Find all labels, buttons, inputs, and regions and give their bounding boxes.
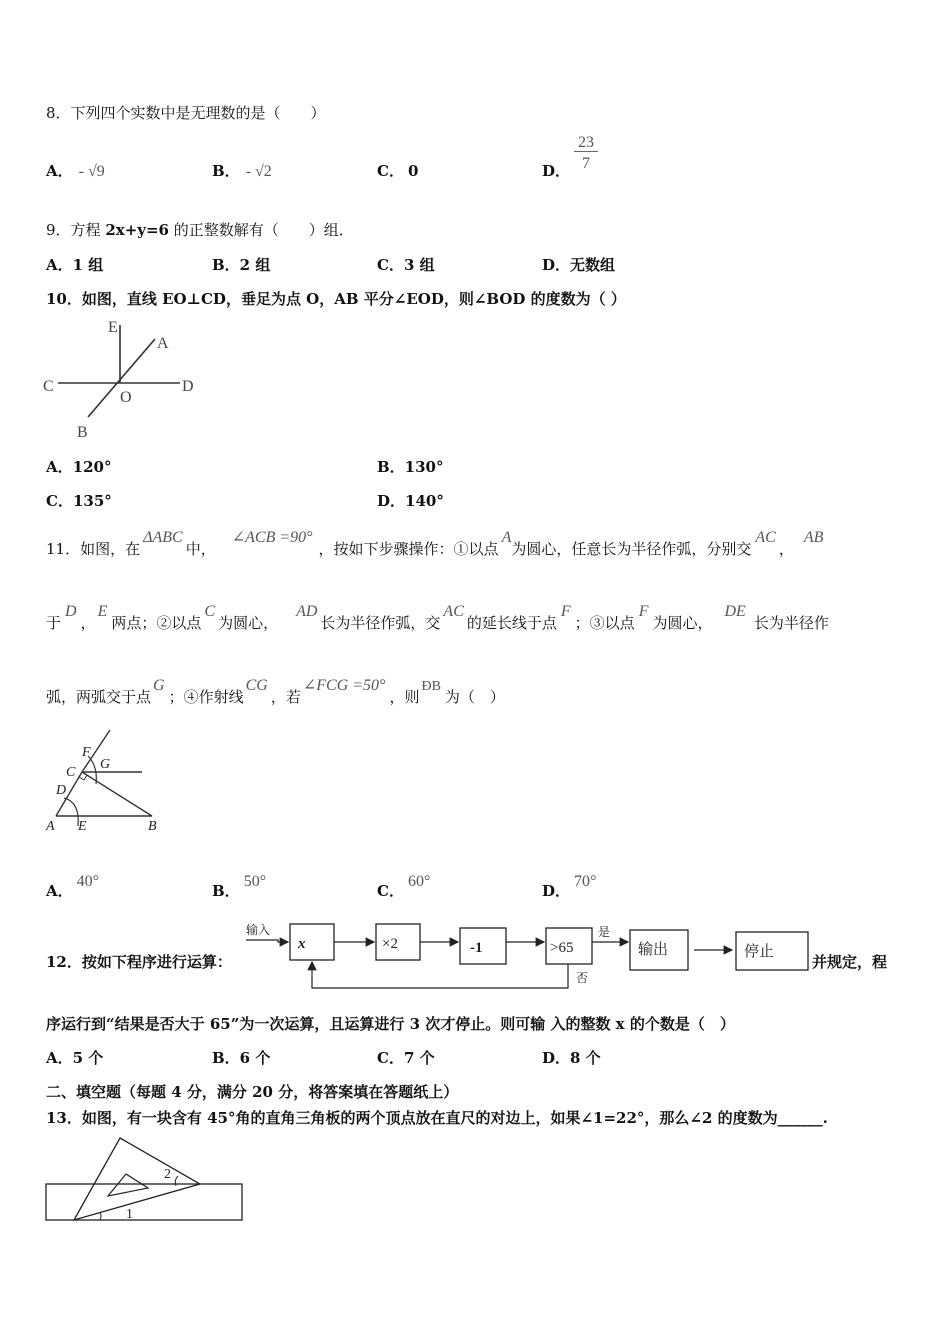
q11-label-f: F xyxy=(82,745,91,760)
q8-stem: 8．下列四个实数中是无理数的是（ ） xyxy=(46,104,326,122)
q11-text: ；④作射线 xyxy=(168,688,244,706)
q12-flow-box-minus1 xyxy=(460,928,506,964)
q11-math-ac: AC xyxy=(443,603,464,620)
q11-option-c-label: C． xyxy=(377,882,404,900)
q12-flow-output: 输出 xyxy=(638,940,669,958)
q9-equation: 2x+y=6 xyxy=(105,221,169,239)
q10-label-c: C xyxy=(43,378,54,395)
q11-text: 的延长线于点 xyxy=(466,614,557,632)
q11-option-c xyxy=(377,870,431,900)
q11-math-angle-b: ÐB xyxy=(421,679,441,694)
q11-label-e: E xyxy=(78,819,87,834)
q9-option-a: A．1 组 xyxy=(46,256,104,274)
q11-line-1 xyxy=(46,526,824,558)
q12-stem-line-2: 序运行到“结果是否大于 65”为一次运算，且运算进行 3 次才停止。则可输 入的整数 x 的个数是（ ） xyxy=(46,1015,735,1033)
q11-option-b xyxy=(212,870,267,900)
q12-stem: 12．按如下程序进行运算： xyxy=(46,953,232,971)
q8-option-a-value: - √9 xyxy=(78,163,105,180)
q9-stem-pre: 9．方程 xyxy=(46,221,106,239)
q11-label-a: A xyxy=(46,819,55,834)
q11-text: ， xyxy=(778,540,794,558)
q13-stem: 13．如图，有一块含有 45°角的直角三角板的两个顶点放在直尺的对边上，如果∠1=22°，那么∠2 的度数为______. xyxy=(46,1109,828,1127)
q13-label-2: 2 xyxy=(164,1167,171,1182)
q11-text: 为圆心， xyxy=(652,614,713,632)
q12-option-c: C．7 个 xyxy=(377,1049,435,1067)
q11-option-d-value: 70° xyxy=(574,873,597,890)
q8-option-c-value: 0 xyxy=(407,162,419,180)
q11-text: 长为半径作弧，交 xyxy=(320,614,441,632)
q11-math-e: E xyxy=(97,603,108,620)
q12-flow-gt65: >65 xyxy=(550,940,574,956)
q11-label-g: G xyxy=(100,757,111,772)
q8-option-a-label: A． xyxy=(46,162,73,180)
q12-flow-input-arrow xyxy=(246,940,288,942)
q12-flow-stop: 停止 xyxy=(744,942,775,960)
q11-option-b-value: 50° xyxy=(243,873,267,890)
q8-option-b-value: - √2 xyxy=(245,163,272,180)
q11-option-b-label: B． xyxy=(212,882,240,900)
q11-option-d-label: D． xyxy=(542,882,571,900)
q8-option-b xyxy=(212,160,272,181)
q11-math-ac: AC xyxy=(755,529,776,546)
q12-flow-x: x xyxy=(298,936,306,952)
q11-text: ，若 xyxy=(270,688,301,706)
q11-option-d xyxy=(542,870,597,900)
q10-label-a: A xyxy=(157,335,169,352)
q11-math-f: F xyxy=(560,603,571,620)
q11-math-g: G xyxy=(153,677,165,694)
q12-flow-loop xyxy=(312,962,568,988)
q11-option-a-label: A． xyxy=(46,882,73,900)
q11-line-2 xyxy=(46,600,829,632)
q10-option-d: D．140° xyxy=(377,492,444,510)
q11-math-de: DE xyxy=(724,603,746,620)
q10-label-d: D xyxy=(182,378,194,395)
q11-math-triangle: ΔABC xyxy=(143,529,183,546)
q11-math-ab: AB xyxy=(803,529,824,546)
section-2-heading: 二、填空题（每题 4 分，满分 20 分，将答案填在答题纸上） xyxy=(46,1083,459,1101)
q10-label-e: E xyxy=(108,319,118,336)
q8-option-d-fraction xyxy=(574,134,598,172)
q11-text: 为圆心， xyxy=(218,614,279,632)
q11-math-d: D xyxy=(65,603,77,620)
q11-option-c-value: 60° xyxy=(407,873,431,890)
q10-label-b: B xyxy=(77,424,88,441)
q11-text: 两点；②以点 xyxy=(111,614,202,632)
q12-flow-box-x xyxy=(290,924,334,960)
q11-text: 于 xyxy=(46,614,62,632)
q11-text: 中， xyxy=(185,540,216,558)
q10-option-a: A．120° xyxy=(46,458,112,476)
q8-option-c xyxy=(377,160,418,181)
q12-flowchart xyxy=(242,918,812,994)
q11-math-angle-acb: ∠ACB =90° xyxy=(231,529,313,546)
q11-text: ；③以点 xyxy=(574,614,635,632)
q11-side-cb xyxy=(82,772,152,816)
q11-text: 长为半径作 xyxy=(753,614,829,632)
q11-text: 为（ ） xyxy=(444,688,505,706)
q11-math-angle-fcg: ∠FCG =50° xyxy=(302,677,386,694)
q11-math-cg: CG xyxy=(245,677,268,694)
q11-text: ，按如下步骤操作：①以点 xyxy=(318,540,499,558)
q13-label-1: 1 xyxy=(126,1207,133,1222)
q11-label-d: D xyxy=(56,783,67,798)
q12-option-a: A．5 个 xyxy=(46,1049,104,1067)
q11-text: ，则 xyxy=(389,688,420,706)
q12-flow-minus1: -1 xyxy=(470,940,483,956)
q11-line-3 xyxy=(46,674,505,706)
q11-text: ， xyxy=(80,614,96,632)
q9-option-d: D．无数组 xyxy=(542,256,616,274)
q8-option-d-denominator: 7 xyxy=(582,155,590,172)
q11-arc-de xyxy=(64,798,78,826)
q11-label-b: B xyxy=(148,819,157,834)
q9-option-c: C．3 组 xyxy=(377,256,435,274)
q11-text: 11．如图，在 xyxy=(46,540,141,558)
q12-option-d: D．8 个 xyxy=(542,1049,601,1067)
q11-math-ad: AD xyxy=(296,603,318,620)
q9-stem-post: 的正整数解有（ ）组． xyxy=(168,221,354,239)
q13-figure xyxy=(40,1132,250,1228)
q10-option-b: B．130° xyxy=(377,458,444,476)
q12-flow-input-label: 输入 xyxy=(246,923,271,937)
q9-stem xyxy=(46,219,354,240)
q12-stem-tail: 并规定，程 xyxy=(812,953,888,971)
q11-math-a: A xyxy=(501,529,512,546)
q10-label-o: O xyxy=(120,389,132,406)
q9-option-b: B．2 组 xyxy=(212,256,271,274)
q11-option-a xyxy=(46,870,100,900)
q12-flow-yes: 是 xyxy=(598,925,611,939)
q11-text: 为圆心，任意长为半径作弧，分别交 xyxy=(511,540,752,558)
q11-figure xyxy=(40,726,170,838)
q8-option-b-label: B． xyxy=(212,162,240,180)
q12-flow-times2: ×2 xyxy=(382,936,398,952)
q8-option-d-label: D． xyxy=(542,162,571,180)
q8-option-d-numerator: 23 xyxy=(574,134,598,152)
q10-figure xyxy=(40,315,200,445)
q8-option-a xyxy=(46,160,105,181)
q11-label-c: C xyxy=(66,765,76,780)
q10-stem: 10．如图，直线 EO⊥CD，垂足为点 O，AB 平分∠EOD，则∠BOD 的度数为（ ） xyxy=(46,290,626,308)
q8-option-c-label: C． xyxy=(377,162,404,180)
q11-option-a-value: 40° xyxy=(76,873,100,890)
q12-flow-no: 否 xyxy=(576,971,589,985)
q11-math-c: C xyxy=(204,603,216,620)
q12-option-b: B．6 个 xyxy=(212,1049,271,1067)
q11-math-f: F xyxy=(638,603,649,620)
q10-option-c: C．135° xyxy=(46,492,112,510)
q11-text: 弧，两弧交于点 xyxy=(46,688,152,706)
